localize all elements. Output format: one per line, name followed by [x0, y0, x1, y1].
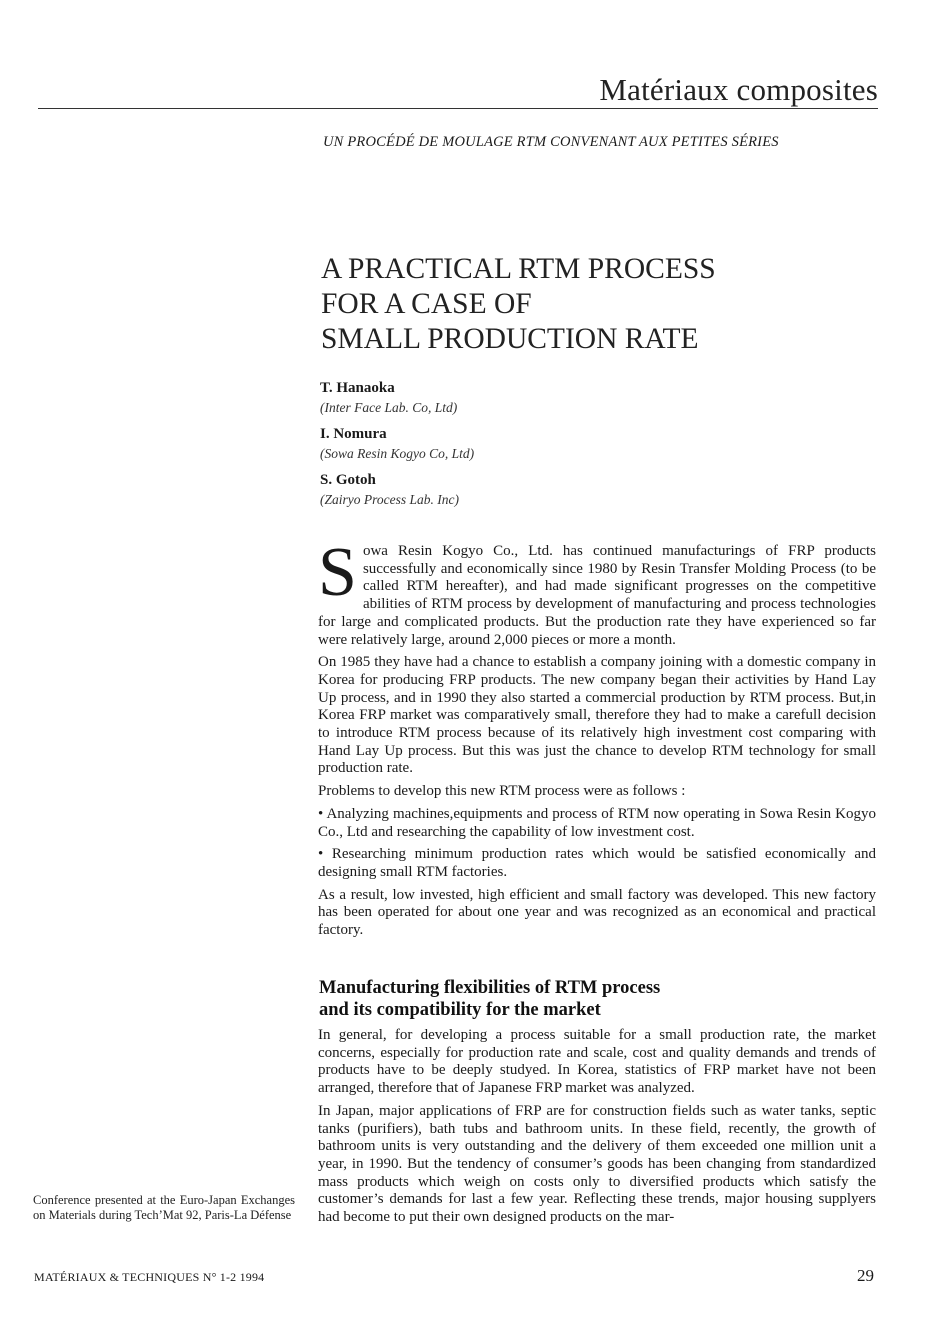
author-name: S. Gotoh [320, 472, 376, 488]
journal-footer: MATÉRIAUX & TECHNIQUES N° 1-2 1994 [34, 1270, 265, 1284]
title-line: FOR A CASE OF [321, 288, 532, 320]
body-paragraph: Problems to develop this new RTM process were as follows : [318, 783, 686, 800]
article-title [321, 252, 716, 357]
conference-footnote: Conference presented at the Euro-Japan Exchanges on Materials during Tech’Mat 92, Paris-La Défense [33, 1193, 295, 1223]
section-text [318, 1027, 876, 1232]
bullet-item: • Researching minimum production rates which would be satisfied economically and designing small RTM factories. [318, 846, 876, 880]
title-line: SMALL PRODUCTION RATE [321, 323, 699, 355]
intro-paragraph [318, 534, 876, 649]
body-paragraph: As a result, low invested, high efficient and small factory was developed. This new factory has been operated for about one year and was recognized as an economical and practical factory. [318, 886, 876, 939]
author-name: T. Hanaoka [320, 380, 395, 396]
section-heading-line: Manufacturing flexibilities of RTM process [319, 978, 661, 998]
intro-text [318, 534, 876, 945]
drop-cap: S [318, 534, 357, 611]
header-divider [38, 108, 878, 109]
bullet-item: • Analyzing machines,equipments and process of RTM now operating in Sowa Resin Kogyo Co., Ltd and researching the capability of low investment cost. [318, 805, 876, 840]
section-heading-line: and its compatibility for the market [319, 1000, 601, 1020]
body-paragraph: On 1985 they have had a chance to establish a company joining with a domestic company in Korea for producing FRP products. The new company began their activities by Hand Lay Up process, and in 1990 they also started a commercial production by RTM process. But,in Korea FRP market was comparatively small, therefore they had to make a carefull decision to introduce RTM process because of its relatively high investment cost comparing with Hand Lay Up process. But this was just the chance to develop RTM technology for small production rate. [318, 654, 876, 777]
author-name: I. Nomura [320, 426, 387, 442]
body-paragraph: In Japan, major applications of FRP are for construction fields such as water tanks, septic tanks (purifiers), bath tubs and bathroom units. In these field, recently, the growth of bathroom units is very outstanding and the delivery of them exceeded one million unit a year, in 1990. But the tendency of consumer’s goods has been changing from standardized mass products which weigh on costs only to diversified products which satisfy the customer’s demands for last a few year. Reflecting these trends, major housing supplyers had become to put their own designed products on the mar- [318, 1102, 876, 1226]
intro-paragraph-text: owa Resin Kogyo Co., Ltd. has continued manufacturings of FRP products successfully and economically since 1980 by Resin Transfer Molding Process (to be called RTM hereafter), and had made significant progresses on the competitive abilities of RTM process by development of manufacturing and process technologies for large and complicated products. But the production rate they have experienced so far were relatively large, around 2,000 pieces or more a month. [318, 543, 876, 648]
section-heading [319, 977, 660, 1021]
body-paragraph: In general, for developing a process suitable for a small production rate, the market concerns, especially for production rate and scale, cost and quality demands and trends of products have to be deeply studyed. In Korea, statistics of FRP market have not been arranged, therefore that of Japanese FRP market was analyzed. [318, 1027, 876, 1097]
author-affiliation: (Zairyo Process Lab. Inc) [320, 492, 459, 507]
author-affiliation: (Inter Face Lab. Co, Ltd) [320, 400, 458, 415]
page-number: 29 [857, 1266, 874, 1285]
author-list [320, 378, 474, 516]
journal-section-title: Matériaux composites [599, 72, 878, 107]
french-title: UN PROCÉDÉ DE MOULAGE RTM CONVENANT AUX PETITES SÉRIES [323, 134, 779, 150]
author-affiliation: (Sowa Resin Kogyo Co, Ltd) [320, 446, 475, 461]
title-line: A PRACTICAL RTM PROCESS [321, 253, 716, 285]
